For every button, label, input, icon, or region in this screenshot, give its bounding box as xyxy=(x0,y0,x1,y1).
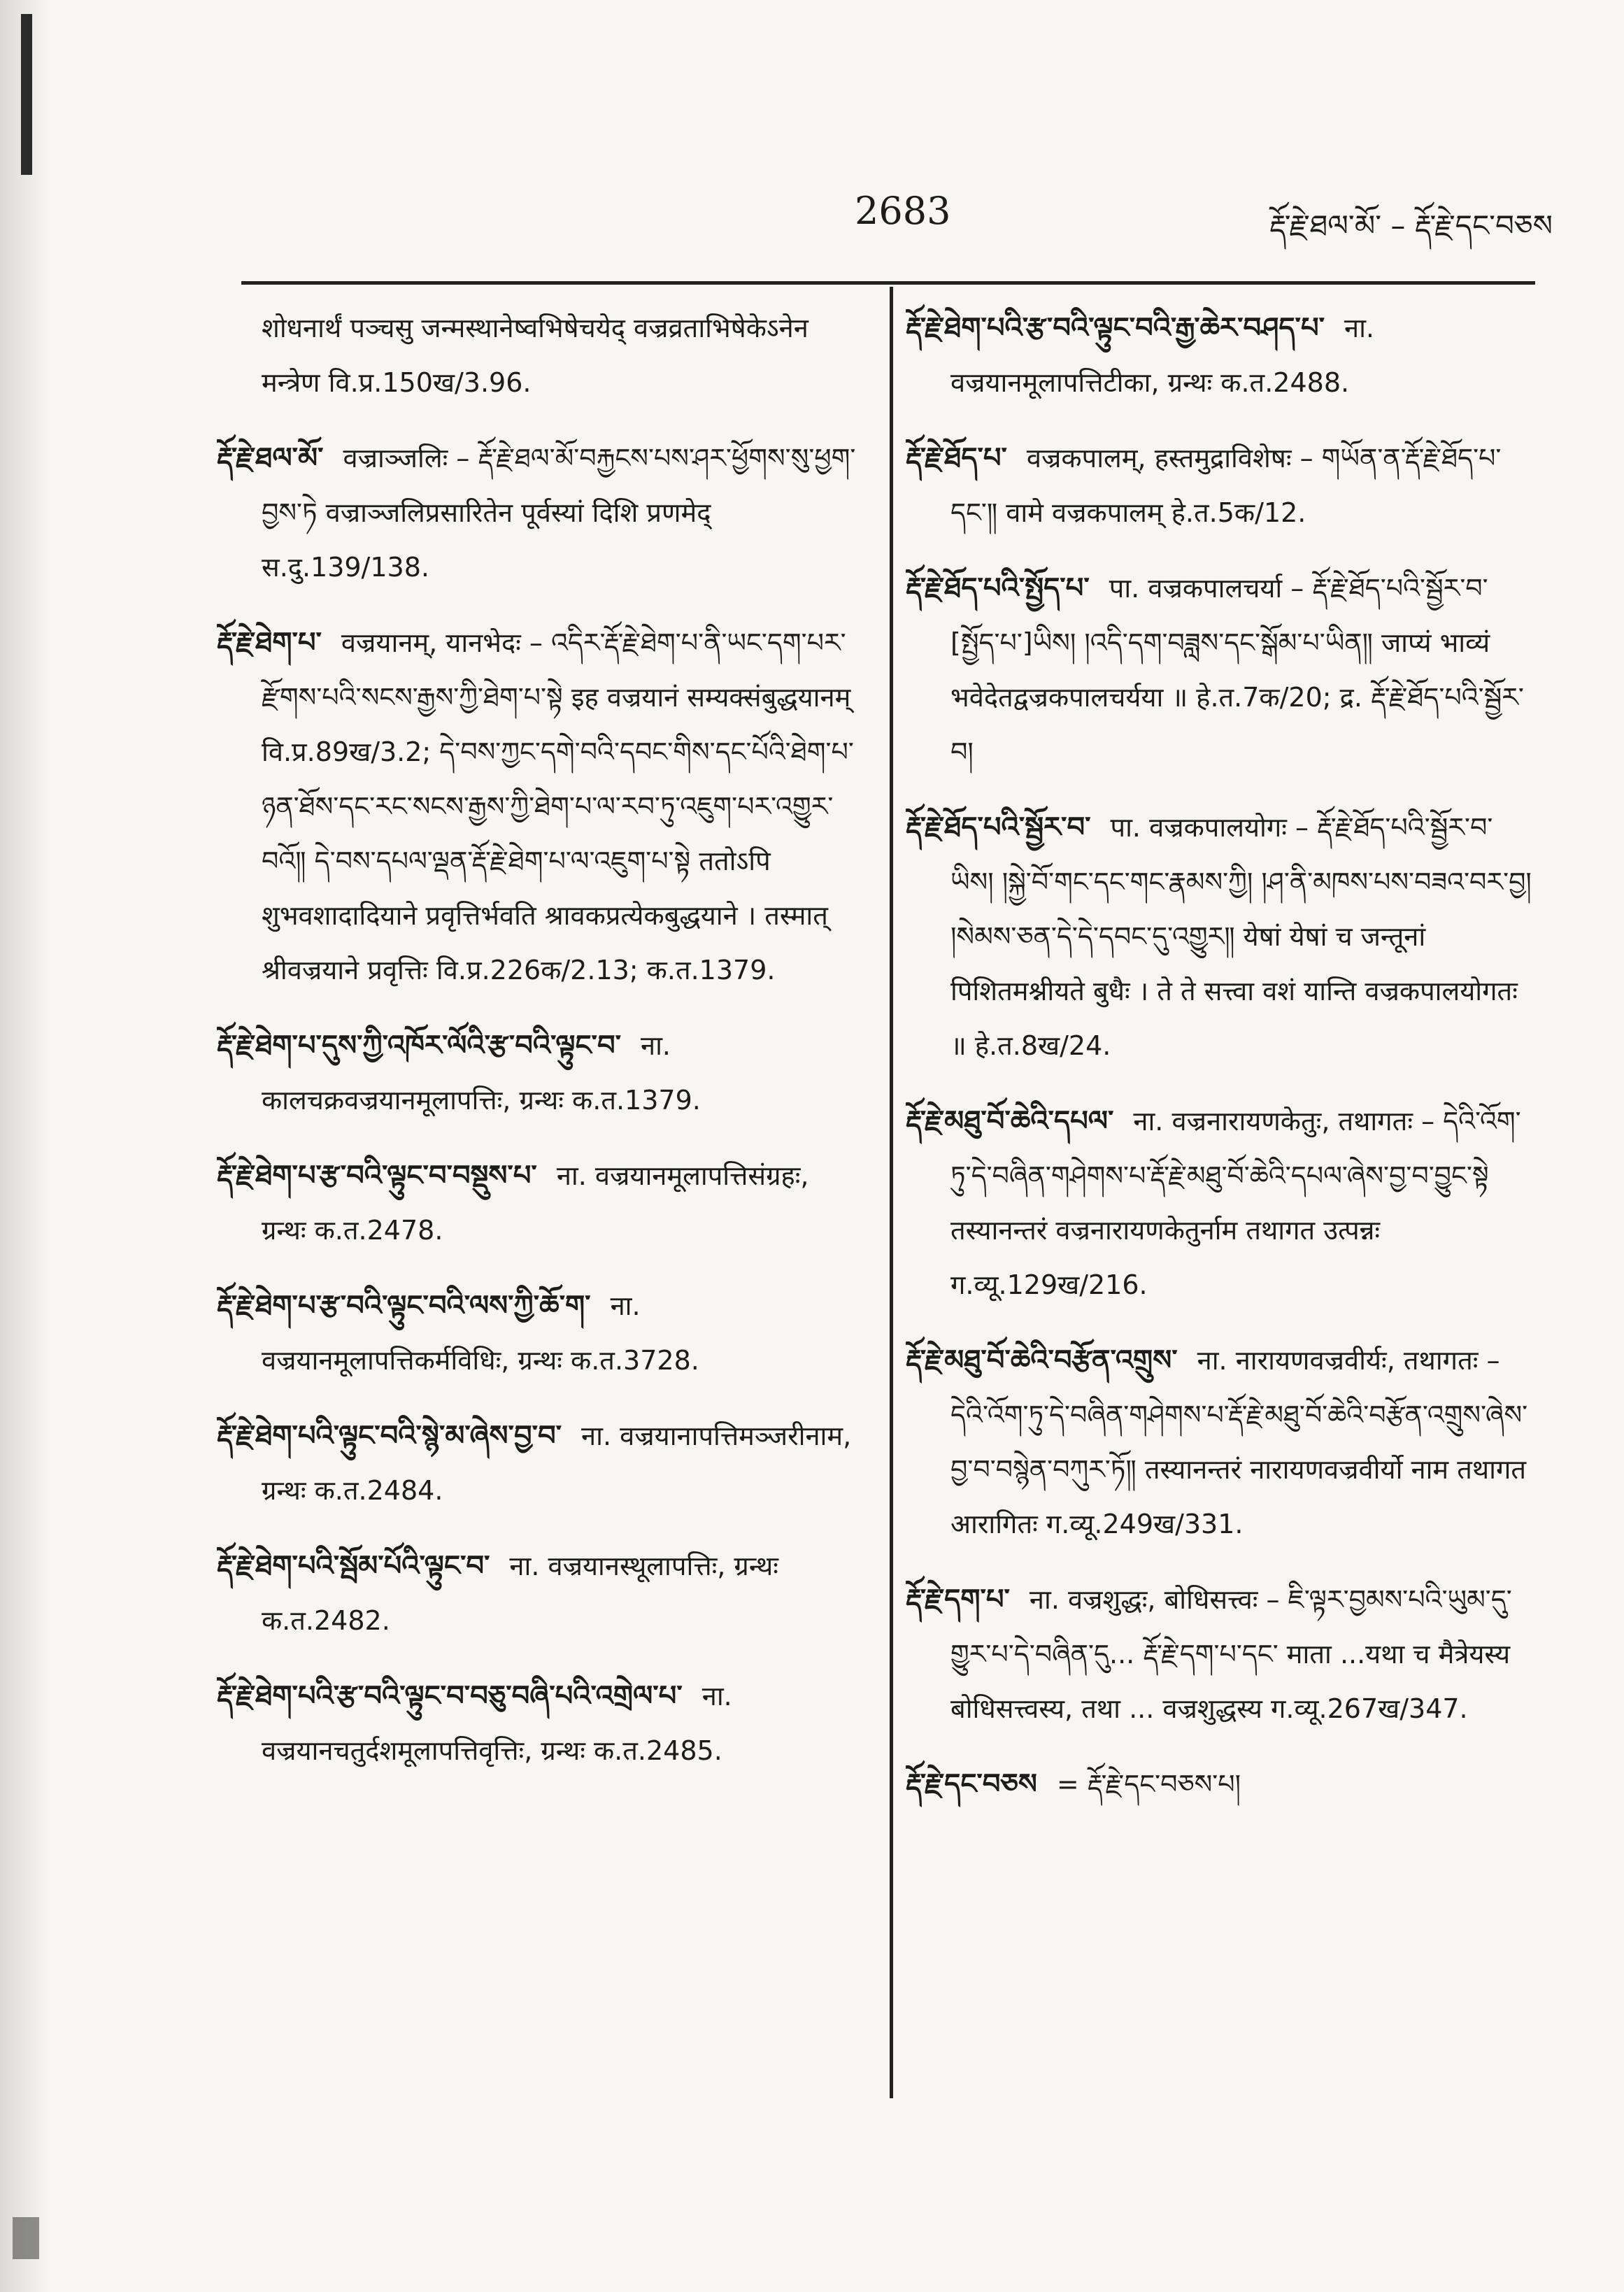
entry-headword: རྡོ་རྗེ་ཐོད་པ་ xyxy=(906,442,1007,474)
entry-definition: ना. नारायणवज्रवीर्यः, तथागतः – དེའི་འོག་ཏུ་དེ་བཞིན་གཤེགས་པ་རྡོ་རྗེ་མཐུ་བོ་ཆེའི་བརྩོན་འགྲུས་ཞེས་བྱ་བ་བསྙེན་བཀུར་ཏོ༎ तस्यानन्तरं नारायणवज्रवीर्यो नाम तथागत आरागितः ग.व्यू.249ख/331. xyxy=(950,1345,1528,1539)
entry-headword: རྡོ་རྗེ་ཐོད་པའི་སྤྱོད་པ་ xyxy=(906,572,1090,604)
entry-definition: = རྡོ་རྗེ་དང་བཅས་པ། xyxy=(1056,1769,1241,1800)
running-head: རྡོ་རྗེ་ཐལ་མོ་ – རྡོ་རྗེ་དང་བཅས xyxy=(1269,208,1553,243)
entry-definition: ना. वज्रयानस्थूलापत्तिः, ग्रन्थः क.त.2482. xyxy=(262,1551,778,1636)
entry-headword: རྡོ་རྗེ་ཐོད་པའི་སྦྱོར་བ་ xyxy=(906,811,1091,844)
dictionary-entry xyxy=(906,1757,1535,1811)
entry-definition: वज्रयानम्, यानभेदः – འདིར་རྡོ་རྗེ་ཐེག་པ་ནི་ཡང་དག་པར་རྫོགས་པའི་སངས་རྒྱས་ཀྱི་ཐེག་པ་སྟེ इह वज्रयानं सम्यक्संबुद्धयानम् वि.प्र.89ख/3.2; དེ་བས་ཀྱང་དགེ་བའི་དབང་གིས་དང་པོའི་ཐེག་པ་ཉན་ཐོས་དང་རང་སངས་རྒྱས་ཀྱི་ཐེག་པ་ལ་རབ་ཏུ་འཇུག་པར་འགྱུར་བའོ༎ དེ་བས་དཔལ་ལྡན་རྡོ་རྗེ་ཐེག་པ་ལ་འཇུག་པ་སྟེ ततोऽपि शुभवशादादियाने प्रवृत्तिर्भवति श्रावकप्रत्येकबुद्धयाने । तस्मात् श्रीवज्रयाने प्रवृत्तिः वि.प्र.226क/2.13; क.त.1379. xyxy=(262,627,854,985)
entry-headword: རྡོ་རྗེ་དང་བཅས xyxy=(906,1768,1037,1800)
dictionary-entry xyxy=(906,1094,1535,1312)
dictionary-entry xyxy=(906,561,1535,779)
dictionary-entry xyxy=(217,1539,860,1648)
dictionary-entry xyxy=(906,301,1535,410)
dictionary-entry xyxy=(906,1572,1535,1736)
entry-definition: वज्रकपालम्, हस्तमुद्राविशेषः – གཡོན་ན་རྡོ་རྗེ་ཐོད་པ་དང་༎ वामे वज्रकपालम् हे.त.5क/12. xyxy=(950,443,1502,528)
entry-definition: पा. वज्रकपालचर्या – རྡོ་རྗེ་ཐོད་པའི་སྦྱོར་བ་[སྤྱོད་པ་]ཡིས། །འདི་དག་བཟླས་དང་སྒོམ་པ་ཡིན༎ जाप्यं भाव्यं भवेदेतद्वज्रकपालचर्यया ॥ हे.त.7क/20; द्र. རྡོ་རྗེ་ཐོད་པའི་སྦྱོར་བ། xyxy=(950,573,1524,767)
right-column xyxy=(906,301,1535,2105)
dictionary-entry xyxy=(217,1409,860,1518)
entry-definition: शोधनार्थं पञ्चसु जन्मस्थानेष्वभिषेचयेद् वज्रव्रताभिषेकेऽनेन मन्त्रेण वि.प्र.150ख/3.96. xyxy=(262,313,809,398)
entry-definition: ना. वज्रशुद्धः, बोधिसत्त्वः – ཇི་ལྟར་བྱམས་པའི་ཡུམ་དུ་གྱུར་པ་དེ་བཞིན་དུ... རྡོ་རྗེ་དག་པ་དང་ माता ...यथा च मैत्रेयस्य बोधिसत्त्वस्य, तथा ... वज्रशुद्धस्य ग.व्यू.267ख/347. xyxy=(950,1584,1512,1724)
header-rule xyxy=(241,281,1535,285)
entry-definition: ना. वज्रयानमूलापत्तिकर्मविधिः, ग्रन्थः क.त.3728. xyxy=(262,1290,699,1376)
entry-headword: རྡོ་རྗེ་ཐེག་པ་ xyxy=(217,627,322,659)
entry-headword: རྡོ་རྗེ་ཐེག་པའི་རྩ་བའི་ལྟུང་བ་བཅུ་བཞི་པའི་འགྲེལ་པ་ xyxy=(217,1680,683,1712)
entry-definition: वज्राञ्जलिः – རྡོ་རྗེ་ཐལ་མོ་བརྐྱངས་པས་ཤར་ཕྱོགས་སུ་ཕྱག་བྱས་ཏེ वज्राञ्जलिप्रसारितेन पूर्वस्यां दिशि प्रणमेद् स.दु.139/138. xyxy=(262,443,856,583)
dictionary-entry xyxy=(217,1279,860,1388)
column-divider xyxy=(890,287,893,2098)
entry-headword: རྡོ་རྗེ་ཐེག་པ་རྩ་བའི་ལྟུང་བའི་ལས་ཀྱི་ཆོ་ག་ xyxy=(217,1290,591,1322)
scan-smudge xyxy=(13,2217,39,2259)
entry-headword: རྡོ་རྗེ་ཐེག་པའི་ལྟུང་བའི་སྙེ་མ་ཞེས་བྱ་བ་ xyxy=(217,1420,562,1452)
entry-headword: རྡོ་རྗེ་ཐེག་པ་དུས་ཀྱི་འཁོར་ལོའི་རྩ་བའི་ལྟུང་བ་ xyxy=(217,1030,621,1062)
dictionary-entry xyxy=(217,431,860,595)
entry-definition: ना. वज्रयानमूलापत्तिसंग्रहः, ग्रन्थः क.त.2478. xyxy=(262,1160,809,1246)
entry-headword: རྡོ་རྗེ་དག་པ་ xyxy=(906,1583,1010,1616)
entry-headword: རྡོ་རྗེ་ཐལ་མོ་ xyxy=(217,442,324,474)
left-column xyxy=(217,301,860,2105)
entry-headword: རྡོ་རྗེ་མཐུ་བོ་ཆེའི་བརྩོན་འགྲུས་ xyxy=(906,1344,1178,1376)
entry-headword: རྡོ་རྗེ་མཐུ་བོ་ཆེའི་དཔལ་ xyxy=(906,1105,1114,1137)
dictionary-entry xyxy=(906,431,1535,540)
entry-headword: རྡོ་རྗེ་ཐེག་པའི་རྩ་བའི་ལྟུང་བའི་རྒྱ་ཆེར་བཤད་པ་ xyxy=(906,312,1325,344)
entry-definition: ना. वज्रयानमूलापत्तिटीका, ग्रन्थः क.त.2488. xyxy=(950,313,1375,398)
dictionary-entry xyxy=(217,615,860,997)
scan-edge xyxy=(0,0,49,2292)
entry-headword: རྡོ་རྗེ་ཐེག་པའི་སྦོམ་པོའི་ལྟུང་བ་ xyxy=(217,1550,490,1582)
entry-headword: རྡོ་རྗེ་ཐེག་པ་རྩ་བའི་ལྟུང་བ་བསྡུས་པ་ xyxy=(217,1160,537,1192)
entry-definition: ना. वज्रयानापत्तिमञ्जरीनाम, ग्रन्थः क.त.2484. xyxy=(262,1421,852,1506)
dictionary-entry xyxy=(217,1148,860,1258)
binding-mark xyxy=(21,14,32,175)
dictionary-entry xyxy=(217,301,860,410)
dictionary-entry xyxy=(906,800,1535,1073)
page-number: 2683 xyxy=(855,189,951,233)
entry-definition: ना. कालचक्रवज्रयानमूलापत्तिः, ग्रन्थः क.त.1379. xyxy=(262,1030,701,1116)
entry-definition: ना. वज्रनारायणकेतुः, तथागतः – དེའི་འོག་ཏུ་དེ་བཞིན་གཤེགས་པ་རྡོ་རྗེ་མཐུ་བོ་ཆེའི་དཔལ་ཞེས་བྱ་བ་བྱུང་སྟེ तस्यानन्तरं वज्रनारायणकेतुर्नाम तथागत उत्पन्नः ग.व्यू.129ख/216. xyxy=(950,1106,1521,1300)
dictionary-entry xyxy=(906,1333,1535,1551)
entry-definition: ना. वज्रयानचतुर्दशमूलापत्तिवृत्तिः, ग्रन्थः क.त.2485. xyxy=(262,1681,732,1766)
dictionary-entry xyxy=(217,1018,860,1127)
dictionary-entry xyxy=(217,1669,860,1778)
entry-definition: पा. वज्रकपालयोगः – རྡོ་རྗེ་ཐོད་པའི་སྦྱོར་བ་ཡིས། །སྐྱེ་བོ་གང་དང་གང་རྣམས་ཀྱི། །ཤ་ནི་མཁས་པས་བཟའ་བར་བྱ། །སེམས་ཅན་དེ་དེ་དབང་དུ་འགྱུར༎ येषां येषां च जन्तूनां पिशितमश्नीयते बुधैः । ते ते सत्त्वा वशं यान्ति वज्रकपालयोगतः ॥ हे.त.8ख/24. xyxy=(950,812,1532,1061)
